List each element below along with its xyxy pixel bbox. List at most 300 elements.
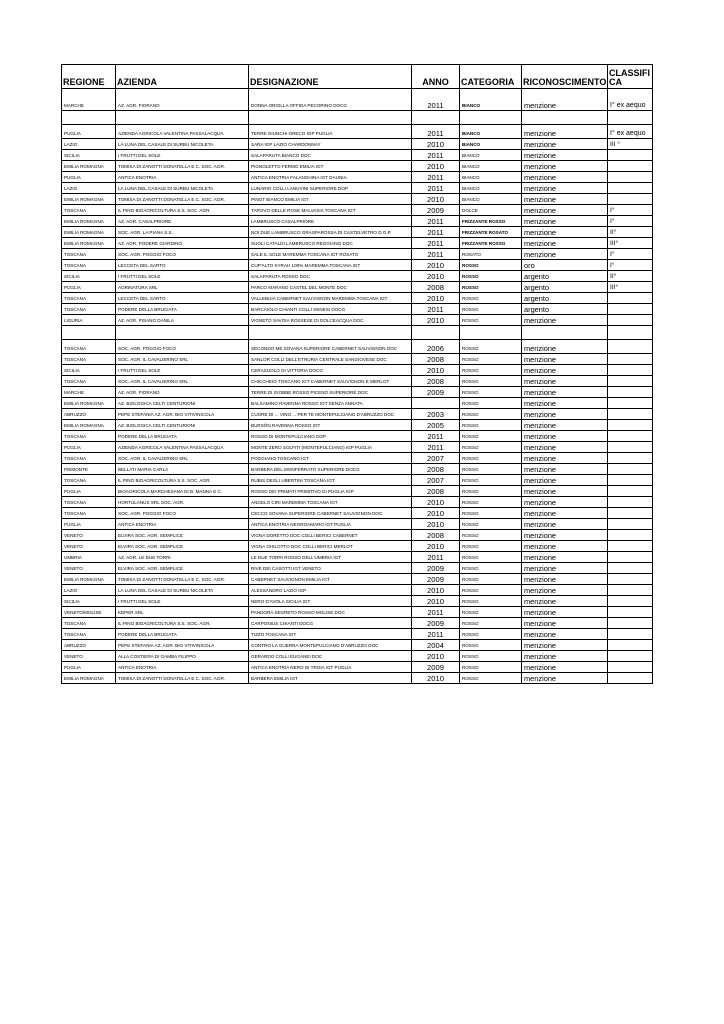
cell-regione: SICILIA — [62, 271, 116, 282]
cell-categoria: ROSATO — [460, 249, 522, 260]
cell-anno: 2011 — [412, 431, 460, 442]
cell-categoria: BIANCO — [460, 139, 522, 150]
table-row — [62, 293, 653, 304]
table-row — [62, 216, 653, 227]
cell-categoria: ROSSO — [460, 304, 522, 315]
cell-anno: 2011 — [412, 249, 460, 260]
cell-designazione — [249, 326, 412, 340]
cell-azienda: IL PINO BIOAGRICOLTURA S.S. SOC. AGR. — [116, 475, 249, 486]
table-row — [62, 340, 653, 354]
cell-classifica — [608, 387, 653, 398]
cell-riconoscimento: menzione — [522, 139, 608, 150]
cell-categoria: BIANCO — [460, 194, 522, 205]
table-row — [62, 227, 653, 238]
table-row — [62, 618, 653, 629]
cell-riconoscimento: menzione — [522, 453, 608, 464]
table-row — [62, 205, 653, 216]
header-anno: ANNO — [412, 65, 460, 89]
cell-regione: VENETO/MOLISE — [62, 607, 116, 618]
cell-azienda: SOC. AGR. IL CAVALIERINO SRL — [116, 376, 249, 387]
cell-riconoscimento: menzione — [522, 442, 608, 453]
cell-classifica — [608, 340, 653, 354]
cell-classifica — [608, 409, 653, 420]
cell-riconoscimento: menzione — [522, 530, 608, 541]
cell-azienda: AGRINATURA SRL — [116, 282, 249, 293]
table-row — [62, 387, 653, 398]
cell-designazione: SALAPARUTA BIANCO DOC — [249, 150, 412, 161]
cell-regione: SICILIA — [62, 596, 116, 607]
cell-designazione: LUNARIO COLLI LANUVINI SUPERIORE DOP — [249, 183, 412, 194]
cell-azienda: SOC. AGR. IL CAVALIERINO SRL — [116, 453, 249, 464]
cell-riconoscimento: menzione — [522, 376, 608, 387]
cell-regione: ABRUZZO — [62, 409, 116, 420]
cell-riconoscimento: argento — [522, 271, 608, 282]
cell-azienda: LA LUNA DEL CASALE DI SURBU NICOLETA — [116, 183, 249, 194]
cell-designazione: VIGNA DORETTO DOC COLLI BERICI CABERNET — [249, 530, 412, 541]
cell-anno: 2004 — [412, 640, 460, 651]
cell-anno: 2008 — [412, 354, 460, 365]
cell-classifica — [608, 596, 653, 607]
cell-azienda: AZIENDA AGRICOLA VALENTINA PASSALACQUA — [116, 125, 249, 139]
cell-categoria: BIANCO — [460, 125, 522, 139]
cell-anno: 2011 — [412, 183, 460, 194]
cell-categoria: ROSSO — [460, 618, 522, 629]
cell-riconoscimento: menzione — [522, 238, 608, 249]
table-row — [62, 464, 653, 475]
cell-anno: 2010 — [412, 673, 460, 684]
cell-categoria: BIANCO — [460, 89, 522, 111]
table-row — [62, 629, 653, 640]
cell-anno: 2010 — [412, 315, 460, 326]
cell-regione: TOSCANA — [62, 508, 116, 519]
cell-riconoscimento: menzione — [522, 125, 608, 139]
cell-classifica: I° ex aequo — [608, 125, 653, 139]
cell-azienda: BELLATI MARIA CARLA — [116, 464, 249, 475]
cell-riconoscimento: argento — [522, 282, 608, 293]
cell-classifica — [608, 293, 653, 304]
cell-categoria: BIANCO — [460, 183, 522, 194]
cell-regione: VENETO — [62, 563, 116, 574]
cell-anno: 2011 — [412, 442, 460, 453]
cell-classifica — [608, 552, 653, 563]
cell-azienda: TOMISA DI ZANOTTI DONATELLA E C. SOC. AGR. — [116, 161, 249, 172]
cell-designazione: POGGIANO TOSCANO IGT — [249, 453, 412, 464]
cell-azienda: AZ. BIOLOGICA CELTI CENTURIONI — [116, 398, 249, 409]
cell-categoria: BIANCO — [460, 172, 522, 183]
cell-riconoscimento: menzione — [522, 205, 608, 216]
cell-regione: TOSCANA — [62, 260, 116, 271]
cell-classifica: III ° — [608, 139, 653, 150]
cell-azienda: IL PINO BIOAGRICOLTURA S.S. SOC. AGR. — [116, 618, 249, 629]
cell-classifica — [608, 304, 653, 315]
table-row — [62, 111, 653, 125]
table-row — [62, 365, 653, 376]
table-body — [62, 89, 653, 684]
table-row — [62, 89, 653, 111]
cell-azienda: AZ. AGR. PISANO DANILA — [116, 315, 249, 326]
cell-designazione: SECONDO ME SOVANA SUPERIORE CABERNET SAUVIGNON DOC — [249, 340, 412, 354]
cell-designazione: SALAPARUTA ROSSO DOC — [249, 271, 412, 282]
cell-categoria: ROSSO — [460, 409, 522, 420]
cell-designazione: MONTE ZERO SOLFITI (MONTEPULCIANO) IGP PUGLIA — [249, 442, 412, 453]
cell-anno: 2011 — [412, 629, 460, 640]
cell-regione: TOSCANA — [62, 249, 116, 260]
cell-anno: 2010 — [412, 260, 460, 271]
cell-azienda: I FRUTTI DEL SOLE — [116, 271, 249, 282]
cell-riconoscimento: menzione — [522, 629, 608, 640]
cell-designazione: LAMBRUSCO CASALPRIORE — [249, 216, 412, 227]
cell-regione: EMILIA ROMAGNA — [62, 238, 116, 249]
cell-anno: 2007 — [412, 475, 460, 486]
table-row — [62, 271, 653, 282]
cell-regione: PUGLIA — [62, 172, 116, 183]
cell-classifica: I° — [608, 205, 653, 216]
cell-riconoscimento: menzione — [522, 431, 608, 442]
results-sheet — [61, 64, 652, 684]
cell-classifica — [608, 497, 653, 508]
cell-classifica — [608, 161, 653, 172]
cell-classifica — [608, 640, 653, 651]
cell-regione: UMBRIA — [62, 552, 116, 563]
cell-categoria: ROSSO — [460, 596, 522, 607]
table-row — [62, 376, 653, 387]
cell-regione: ABRUZZO — [62, 640, 116, 651]
cell-regione — [62, 326, 116, 340]
cell-regione: SICILIA — [62, 150, 116, 161]
cell-regione: EMILIA ROMAGNA — [62, 161, 116, 172]
cell-anno — [412, 398, 460, 409]
cell-anno: 2011 — [412, 150, 460, 161]
cell-designazione: CERASUOLO DI VITTORIA DOCG — [249, 365, 412, 376]
cell-classifica: II° — [608, 227, 653, 238]
cell-classifica — [608, 508, 653, 519]
cell-categoria: ROSSO — [460, 486, 522, 497]
cell-designazione: BARCAIOLO CHIANTI COLLI SENESI DOCG — [249, 304, 412, 315]
cell-classifica — [608, 618, 653, 629]
cell-classifica — [608, 194, 653, 205]
cell-riconoscimento: menzione — [522, 607, 608, 618]
cell-azienda: I FRUTTI DEL SOLE — [116, 596, 249, 607]
cell-riconoscimento: menzione — [522, 618, 608, 629]
cell-categoria: FRIZZANTE ROSATO — [460, 227, 522, 238]
cell-classifica — [608, 183, 653, 194]
cell-classifica — [608, 574, 653, 585]
cell-regione: EMILIA ROMAGNA — [62, 216, 116, 227]
cell-anno: 2010 — [412, 271, 460, 282]
cell-classifica — [608, 662, 653, 673]
cell-azienda: AZ. AGR. FIORANO — [116, 387, 249, 398]
header-row — [62, 65, 653, 89]
cell-categoria: ROSSO — [460, 662, 522, 673]
table-row — [62, 673, 653, 684]
cell-designazione: LE DUE TORRI ROSSO DELL'UMBRIA IGT — [249, 552, 412, 563]
cell-anno: 2009 — [412, 574, 460, 585]
cell-regione: MARCHE — [62, 89, 116, 111]
cell-azienda: TOMISA DI ZANOTTI DONATELLA E C. SOC. AGR. — [116, 673, 249, 684]
cell-designazione: ANTICA ENOTRIA NERO DI TROIA IGT PUGLIA — [249, 662, 412, 673]
cell-riconoscimento: menzione — [522, 249, 608, 260]
table-row — [62, 574, 653, 585]
cell-regione: EMILIA ROMAGNA — [62, 574, 116, 585]
cell-regione: PUGLIA — [62, 442, 116, 453]
cell-classifica — [608, 150, 653, 161]
cell-designazione: CUORE DI ... VINO ... PER TE MONTEPULCIANO D'ABRUZZO DOC — [249, 409, 412, 420]
cell-categoria: ROSSO — [460, 431, 522, 442]
cell-riconoscimento — [522, 111, 608, 125]
table-row — [62, 172, 653, 183]
cell-classifica — [608, 315, 653, 326]
cell-designazione: CARPONIUS CHIANTI DOCG — [249, 618, 412, 629]
cell-categoria: ROSSO — [460, 607, 522, 618]
table-row — [62, 519, 653, 530]
cell-classifica — [608, 111, 653, 125]
table-row — [62, 563, 653, 574]
cell-azienda: PODERE DELLA BRUCIATA — [116, 304, 249, 315]
cell-riconoscimento: menzione — [522, 150, 608, 161]
cell-designazione: CECCO SOVANA SUPERIORE CABERNET SAUVIGNON DOC — [249, 508, 412, 519]
cell-classifica — [608, 354, 653, 365]
cell-azienda: I FRUTTI DEL SOLE — [116, 365, 249, 376]
table-row — [62, 552, 653, 563]
cell-regione: PUGLIA — [62, 125, 116, 139]
cell-anno: 2010 — [412, 497, 460, 508]
cell-azienda: TOMISA DI ZANOTTI DONATELLA E C. SOC. AGR. — [116, 574, 249, 585]
cell-anno: 2011 — [412, 125, 460, 139]
cell-designazione: PIGNOLETTO FERMO EMILIA IGT — [249, 161, 412, 172]
cell-classifica — [608, 541, 653, 552]
cell-classifica — [608, 563, 653, 574]
cell-classifica — [608, 530, 653, 541]
cell-categoria: ROSSO — [460, 563, 522, 574]
table-row — [62, 442, 653, 453]
cell-anno: 2011 — [412, 238, 460, 249]
cell-designazione: ANTICA ENOTRIA FALANGHINA IGT DAUNIA — [249, 172, 412, 183]
cell-regione: TOSCANA — [62, 376, 116, 387]
cell-regione: EMILIA ROMAGNA — [62, 420, 116, 431]
cell-anno: 2009 — [412, 387, 460, 398]
cell-categoria: ROSSO — [460, 464, 522, 475]
cell-anno: 2011 — [412, 227, 460, 238]
cell-regione: TOSCANA — [62, 629, 116, 640]
cell-categoria: BIANCO — [460, 150, 522, 161]
cell-regione: PUGLIA — [62, 486, 116, 497]
cell-designazione: PINOT BIANCO EMILIA IGT — [249, 194, 412, 205]
cell-riconoscimento: menzione — [522, 574, 608, 585]
cell-azienda — [116, 326, 249, 340]
cell-designazione: BALSAMINO RAVENNA ROSSO IGT SENZA ANNATA — [249, 398, 412, 409]
cell-azienda: SOC. AGR. POGGIO FOCO — [116, 249, 249, 260]
cell-azienda: SOC. AGR. IL CAVALIERINO SRL — [116, 354, 249, 365]
cell-azienda: I FRUTTI DEL SOLE — [116, 150, 249, 161]
cell-designazione: CHICCHEIO TOSCANO IGT CABERNET SAUVIGNON E MERLOT — [249, 376, 412, 387]
cell-riconoscimento: menzione — [522, 420, 608, 431]
header-designazione: DESIGNAZIONE — [249, 65, 412, 89]
cell-categoria: FRIZZANTE ROSSO — [460, 238, 522, 249]
cell-designazione: TERRE GIUNCHI GRECO IGP PUGLIA — [249, 125, 412, 139]
cell-designazione: BARBERA EMILIA IGT — [249, 673, 412, 684]
cell-classifica — [608, 376, 653, 387]
cell-categoria: ROSSO — [460, 519, 522, 530]
cell-riconoscimento: menzione — [522, 194, 608, 205]
cell-anno: 2011 — [412, 304, 460, 315]
cell-categoria: ROSSO — [460, 293, 522, 304]
cell-designazione: NERO D'AVOLA SICILIA IGT — [249, 596, 412, 607]
cell-azienda: ALLA COSTIERA DI GAMBA FILIPPO — [116, 651, 249, 662]
cell-riconoscimento: menzione — [522, 216, 608, 227]
header-categoria: CATEGORIA — [460, 65, 522, 89]
cell-categoria: ROSSO — [460, 376, 522, 387]
cell-categoria: ROSSO — [460, 541, 522, 552]
cell-riconoscimento: menzione — [522, 227, 608, 238]
cell-azienda: HORTULANUS SRL SOC. AGR. — [116, 497, 249, 508]
cell-regione: VENETO — [62, 651, 116, 662]
table-row — [62, 420, 653, 431]
cell-anno: 2008 — [412, 486, 460, 497]
table-row — [62, 238, 653, 249]
cell-categoria: ROSSO — [460, 260, 522, 271]
cell-designazione: GERARDO COLLI EUGANEI DOC — [249, 651, 412, 662]
cell-azienda: AZIENDA AGRICOLA VALENTINA PASSALACQUA — [116, 442, 249, 453]
cell-designazione: SALE IL SOLE MAREMMA TOSCANA IGT ROSATO — [249, 249, 412, 260]
cell-classifica — [608, 398, 653, 409]
cell-azienda: IL PINO BIOAGRICOLTURA S.S. SOC. AGR. — [116, 205, 249, 216]
cell-anno: 2009 — [412, 662, 460, 673]
cell-riconoscimento: oro — [522, 260, 608, 271]
table-row — [62, 640, 653, 651]
cell-riconoscimento: menzione — [522, 508, 608, 519]
cell-riconoscimento: menzione — [522, 596, 608, 607]
cell-categoria: BIANCO — [460, 161, 522, 172]
cell-anno: 2010 — [412, 508, 460, 519]
cell-anno: 2010 — [412, 365, 460, 376]
cell-riconoscimento: menzione — [522, 365, 608, 376]
cell-regione: SICILIA — [62, 365, 116, 376]
cell-designazione: CUP'ALTO SYRAH 100% MAREMMA TOSCANA IGT — [249, 260, 412, 271]
cell-riconoscimento: menzione — [522, 354, 608, 365]
cell-designazione: ANTICA ENOTRIA NEGROAMARO IGT PUGLIA — [249, 519, 412, 530]
cell-categoria: ROSSO — [460, 629, 522, 640]
table-row — [62, 541, 653, 552]
cell-designazione: BARBERA DEL MONFERRATO SUPERIORE DOCG — [249, 464, 412, 475]
cell-categoria: ROSSO — [460, 640, 522, 651]
cell-classifica — [608, 607, 653, 618]
cell-riconoscimento: argento — [522, 304, 608, 315]
cell-regione: TOSCANA — [62, 497, 116, 508]
cell-anno: 2011 — [412, 607, 460, 618]
cell-azienda: LA LUNA DEL CASALE DI SURBU NICOLETA — [116, 585, 249, 596]
cell-azienda: BIOAGRICOLA MARCHESANA DI B. MANNA E C. — [116, 486, 249, 497]
cell-categoria: ROSSO — [460, 442, 522, 453]
cell-categoria: ROSSO — [460, 585, 522, 596]
table-row — [62, 315, 653, 326]
cell-anno: 2011 — [412, 552, 460, 563]
cell-riconoscimento: menzione — [522, 563, 608, 574]
cell-riconoscimento: menzione — [522, 475, 608, 486]
cell-categoria: ROSSO — [460, 398, 522, 409]
cell-anno — [412, 326, 460, 340]
cell-categoria: ROSSO — [460, 387, 522, 398]
cell-categoria: ROSSO — [460, 673, 522, 684]
table-row — [62, 585, 653, 596]
table-row — [62, 161, 653, 172]
cell-designazione: SUOLI CATALDI LAMBRUSCO REGGIANO DOC — [249, 238, 412, 249]
cell-designazione: SARA IGP LAZIO CHARDONNAY — [249, 139, 412, 150]
cell-azienda: KEPER SRL — [116, 607, 249, 618]
cell-designazione: SANLOR COLLI DELL'ETRURIA CENTRALE SANGIOVESE DOC — [249, 354, 412, 365]
cell-riconoscimento: menzione — [522, 662, 608, 673]
cell-categoria — [460, 326, 522, 340]
cell-classifica — [608, 475, 653, 486]
header-regione: REGIONE — [62, 65, 116, 89]
table-row — [62, 508, 653, 519]
cell-classifica — [608, 453, 653, 464]
cell-categoria: ROSSO — [460, 497, 522, 508]
cell-classifica — [608, 651, 653, 662]
cell-classifica — [608, 585, 653, 596]
cell-designazione: NOI DUE LAMBRUSCO GRASPAROSSA DI CASTELVETRO D.O.P. — [249, 227, 412, 238]
table-row — [62, 530, 653, 541]
table-row — [62, 486, 653, 497]
cell-categoria — [460, 111, 522, 125]
table-row — [62, 475, 653, 486]
cell-azienda: ELVIRA SOC. AGR. SEMPLICE — [116, 563, 249, 574]
table-row — [62, 139, 653, 150]
cell-categoria: ROSSO — [460, 574, 522, 585]
table-row — [62, 497, 653, 508]
table-row — [62, 194, 653, 205]
table-row — [62, 409, 653, 420]
cell-regione: LAZIO — [62, 183, 116, 194]
results-table — [61, 64, 653, 684]
cell-anno: 2008 — [412, 282, 460, 293]
cell-azienda: AZ. AGR. FIORANO — [116, 89, 249, 111]
cell-categoria: FRIZZANTE ROSSO — [460, 216, 522, 227]
cell-designazione: PANDORA SEGRETO ROSSO MOLISE DOC — [249, 607, 412, 618]
cell-categoria: ROSSO — [460, 365, 522, 376]
cell-regione — [62, 111, 116, 125]
cell-classifica — [608, 326, 653, 340]
cell-riconoscimento: menzione — [522, 398, 608, 409]
cell-regione: TOSCANA — [62, 304, 116, 315]
cell-regione: PUGLIA — [62, 282, 116, 293]
cell-classifica — [608, 673, 653, 684]
cell-categoria: ROSSO — [460, 354, 522, 365]
cell-riconoscimento: menzione — [522, 183, 608, 194]
cell-azienda: AZ. BIOLOGICA CELTI CENTURIONI — [116, 420, 249, 431]
cell-regione: PUGLIA — [62, 662, 116, 673]
cell-classifica: III° — [608, 238, 653, 249]
cell-azienda: TOMISA DI ZANOTTI DONATELLA E C. SOC. AGR. — [116, 194, 249, 205]
cell-anno: 2008 — [412, 530, 460, 541]
cell-classifica: I° — [608, 249, 653, 260]
cell-regione: LAZIO — [62, 139, 116, 150]
cell-designazione: VALLEBUIA CABERNET SAUVIGNON MAREMMA TOSCANA IGT — [249, 293, 412, 304]
cell-azienda: PODERE DELLA BRUCIATA — [116, 629, 249, 640]
cell-riconoscimento: menzione — [522, 541, 608, 552]
cell-regione: VENETO — [62, 530, 116, 541]
cell-regione: TOSCANA — [62, 205, 116, 216]
table-row — [62, 150, 653, 161]
cell-classifica — [608, 420, 653, 431]
cell-anno: 2010 — [412, 651, 460, 662]
cell-designazione: TIZZO TOSCANA IGT — [249, 629, 412, 640]
cell-azienda — [116, 111, 249, 125]
cell-categoria: ROSSO — [460, 552, 522, 563]
cell-anno: 2009 — [412, 563, 460, 574]
cell-categoria: ROSSO — [460, 271, 522, 282]
cell-anno: 2009 — [412, 618, 460, 629]
cell-classifica: II° — [608, 271, 653, 282]
